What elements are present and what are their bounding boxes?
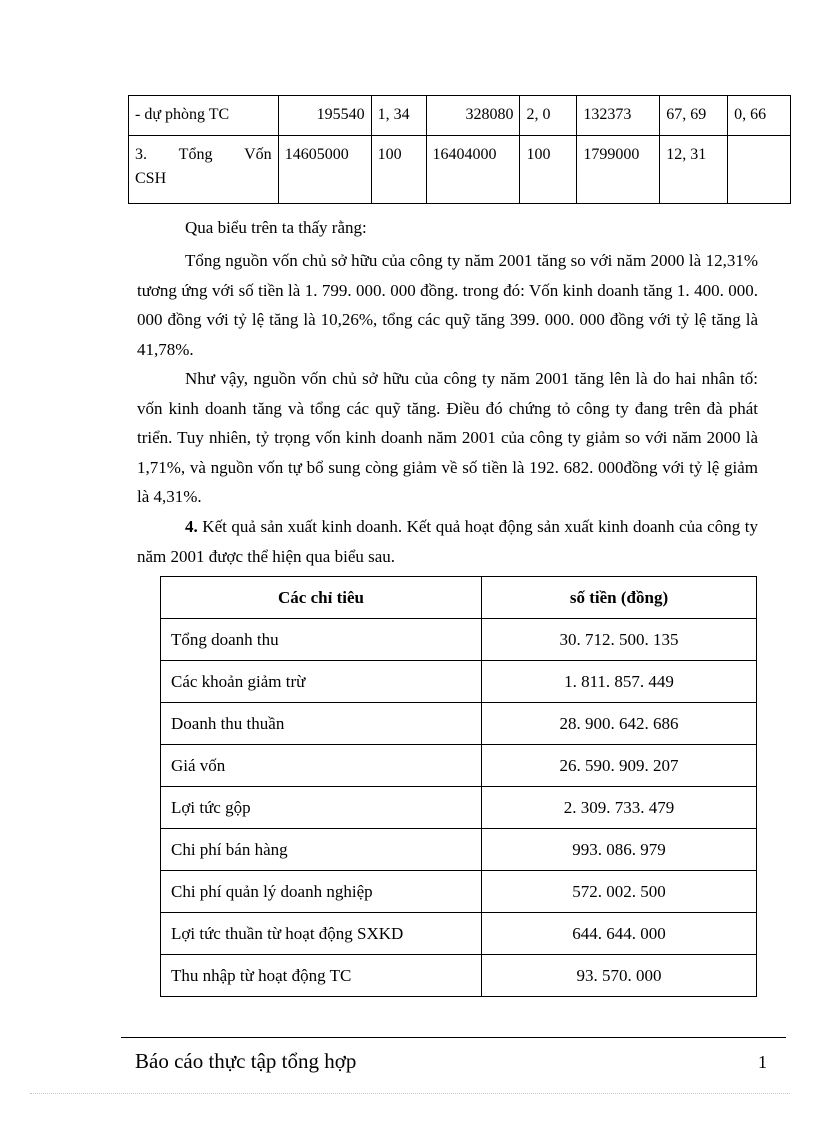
table-cell: 100 xyxy=(520,136,577,204)
footer-title: Báo cáo thực tập tổng hợp xyxy=(135,1049,357,1073)
amount-value: 28. 900. 642. 686 xyxy=(482,703,757,745)
paragraph-1 xyxy=(137,246,758,364)
amount-value: 993. 086. 979 xyxy=(482,829,757,871)
indicator-label: Giá vốn xyxy=(161,745,482,787)
amount-value: 644. 644. 000 xyxy=(482,913,757,955)
table-cell: 1799000 xyxy=(577,136,660,204)
paragraph-1-text: Tổng nguồn vốn chủ sở hữu của công ty năm 2001 tăng so với năm 2000 là 12,31% tương ứng với số tiền là 1. 799. 000. 000 đồng. trong đó: Vốn kinh doanh tăng 1. 400. 000. 000 đồng với tỷ lệ tăng là 10,26%, tổng các quỹ tăng 399. 000. 000 đồng với tỷ lệ tăng là 41,78%. xyxy=(137,251,758,359)
equity-table xyxy=(128,95,791,204)
page-edge-divider xyxy=(30,1093,790,1094)
indicator-label: Doanh thu thuần xyxy=(161,703,482,745)
page-number: 1 xyxy=(758,1052,767,1072)
table-row xyxy=(161,829,757,871)
table-row xyxy=(161,745,757,787)
indicator-label: Tổng doanh thu xyxy=(161,619,482,661)
amount-value: 26. 590. 909. 207 xyxy=(482,745,757,787)
table-row xyxy=(129,136,791,204)
table-header-row xyxy=(161,577,757,619)
results-table xyxy=(160,576,757,997)
row-label xyxy=(129,136,279,204)
paragraph-2-text: Như vậy, nguồn vốn chủ sở hữu của công ty năm 2001 tăng lên là do hai nhân tố: vốn kinh doanh tăng và tổng các quỹ tăng. Điều đó chứng tỏ công ty đang trên đà phát triển. Tuy nhiên, tỷ trọng vốn kinh doanh năm 2001 của công ty giảm so với năm 2000 là 1,71%, và nguồn vốn tự bổ sung còng giảm về số tiền là 192. 682. 000đồng với tỷ lệ giảm là 4,31%. xyxy=(137,369,758,506)
amount-value: 93. 570. 000 xyxy=(482,955,757,997)
indicator-label: Thu nhập từ hoạt động TC xyxy=(161,955,482,997)
footer-divider xyxy=(121,1037,786,1038)
table-cell: 195540 xyxy=(278,96,371,136)
table-cell: 0, 66 xyxy=(728,96,791,136)
table-row xyxy=(161,871,757,913)
amount-value: 2. 309. 733. 479 xyxy=(482,787,757,829)
table-cell: 2, 0 xyxy=(520,96,577,136)
section-number: 4. xyxy=(185,517,198,536)
indicator-label: Chi phí bán hàng xyxy=(161,829,482,871)
row-label-part: CSH xyxy=(135,170,167,187)
table-cell: 14605000 xyxy=(278,136,371,204)
column-header: số tiền (đồng) xyxy=(482,577,757,619)
table-row xyxy=(161,913,757,955)
indicator-label: Các khoản giảm trừ xyxy=(161,661,482,703)
row-label-part: 3. xyxy=(135,146,147,163)
table-cell: 132373 xyxy=(577,96,660,136)
table-row xyxy=(161,787,757,829)
row-label-part: Tổng xyxy=(178,146,213,163)
intro-content: Qua biểu trên ta thấy rằng: xyxy=(185,218,367,237)
paragraph-2 xyxy=(137,364,758,512)
intro-text xyxy=(137,213,758,243)
paragraph-3 xyxy=(137,512,758,571)
table-row xyxy=(161,619,757,661)
column-header: Các chỉ tiêu xyxy=(161,577,482,619)
amount-value: 1. 811. 857. 449 xyxy=(482,661,757,703)
amount-value: 572. 002. 500 xyxy=(482,871,757,913)
table-cell xyxy=(728,136,791,204)
row-label-part: Vốn xyxy=(244,146,272,163)
row-label: - dự phòng TC xyxy=(129,96,279,136)
table-cell: 16404000 xyxy=(426,136,520,204)
table-cell: 12, 31 xyxy=(660,136,728,204)
indicator-label: Lợi tức gộp xyxy=(161,787,482,829)
indicator-label: Lợi tức thuần từ hoạt động SXKD xyxy=(161,913,482,955)
table-row xyxy=(161,661,757,703)
paragraph-3-text: Kết quả sản xuất kinh doanh. Kết quả hoạt động sản xuất kinh doanh của công ty năm 2001 được thể hiện qua biểu sau. xyxy=(137,517,758,566)
table-cell: 328080 xyxy=(426,96,520,136)
indicator-label: Chi phí quản lý doanh nghiệp xyxy=(161,871,482,913)
table-row xyxy=(129,96,791,136)
table-row xyxy=(161,955,757,997)
table-cell: 100 xyxy=(371,136,426,204)
table-cell: 1, 34 xyxy=(371,96,426,136)
table-cell: 67, 69 xyxy=(660,96,728,136)
amount-value: 30. 712. 500. 135 xyxy=(482,619,757,661)
table-row xyxy=(161,703,757,745)
